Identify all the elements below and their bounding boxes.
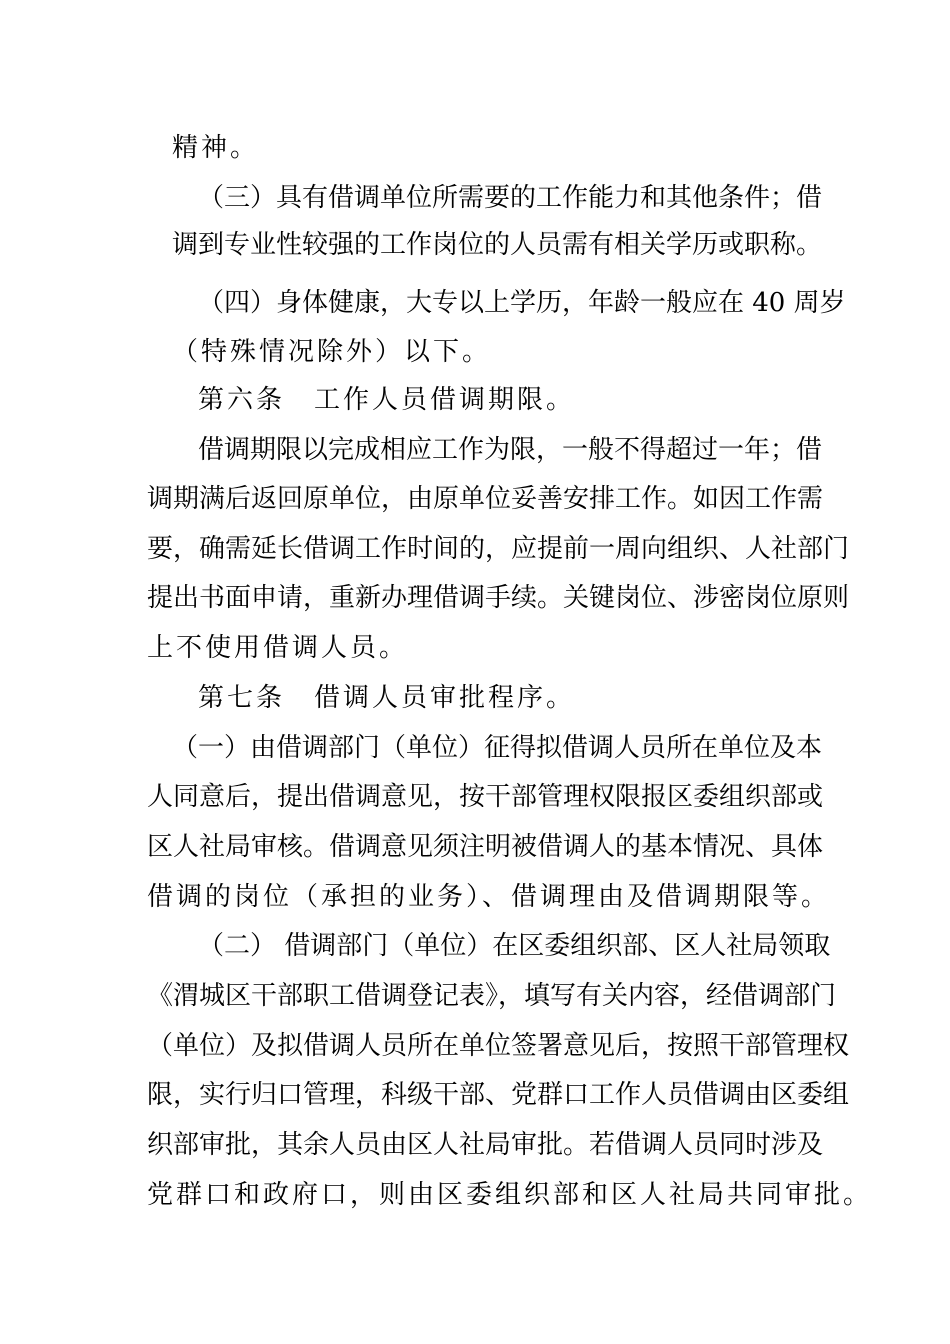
text-line: 精神。	[172, 133, 260, 163]
text-line: 限，实行归口管理，科级干部、党群口工作人员借调由区委组	[147, 1080, 850, 1110]
text-line: 提出书面申请，重新办理借调手续。关键岗位、涉密岗位原则	[147, 583, 850, 613]
text-line: （二） 借调部门（单位）在区委组织部、区人社局领取	[198, 931, 831, 961]
text-line: 区人社局审核。借调意见须注明被借调人的基本情况、具体	[147, 832, 824, 862]
section-heading: 第六条 工作人员借调期限。	[198, 385, 576, 415]
section-heading: 第七条 借调人员审批程序。	[198, 683, 576, 713]
text-line: 调期满后返回原单位，由原单位妥善安排工作。如因工作需	[147, 484, 824, 514]
text-line: 织部审批，其余人员由区人社局审批。若借调人员同时涉及	[147, 1130, 824, 1160]
text-line: 上不使用借调人员。	[147, 633, 409, 663]
text-line: 党群口和政府口，则由区委组织部和区人社局共同审批。	[147, 1180, 873, 1210]
text-line: 《渭城区干部职工借调登记表》，填写有关内容，经借调部门	[147, 981, 837, 1011]
text-line: （三）具有借调单位所需要的工作能力和其他条件；借	[198, 183, 823, 213]
text-line: （特殊情况除外）以下。	[172, 337, 492, 367]
text-line: 借调的岗位（承担的业务）、借调理由及借调期限等。	[147, 882, 831, 912]
text-line: （单位）及拟借调人员所在单位签署意见后，按照干部管理权	[147, 1031, 850, 1061]
text-line: 人同意后，提出借调意见，按干部管理权限报区委组织部或	[147, 782, 824, 812]
text-line: 借调期限以完成相应工作为限，一般不得超过一年；借	[198, 435, 823, 465]
text-line: 要，确需延长借调工作时间的，应提前一周向组织、人社部门	[147, 534, 850, 564]
text-line: 调到专业性较强的工作岗位的人员需有相关学历或职称。	[172, 230, 823, 260]
text-line: （一）由借调部门（单位）征得拟借调人员所在单位及本	[172, 733, 823, 763]
text-line: （四）身体健康，大专以上学历，年龄一般应在 40 周岁	[198, 288, 846, 318]
